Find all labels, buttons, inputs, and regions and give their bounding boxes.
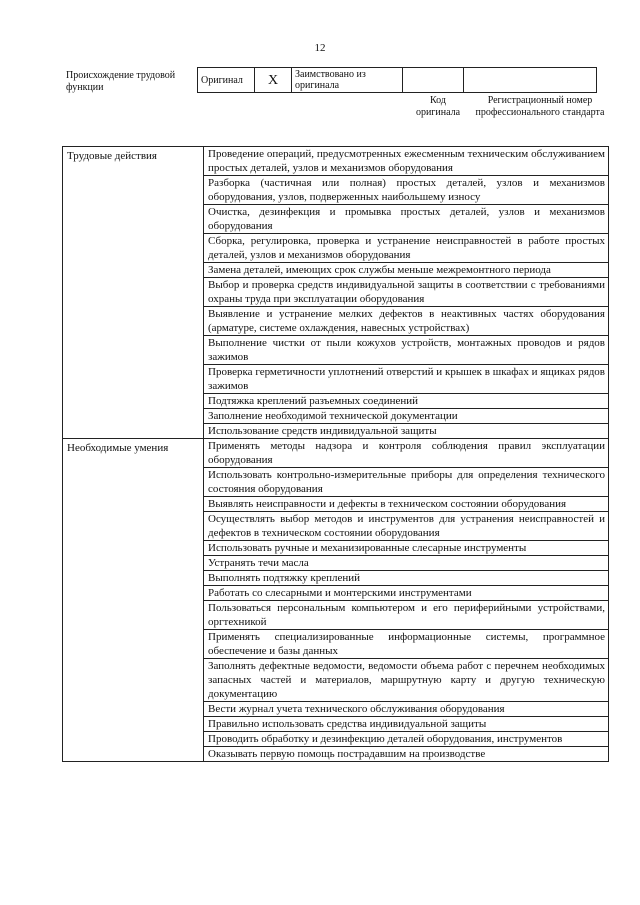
list-item: Выбор и проверка средств индивидуальной защиты в соответствии с требованиями охраны труда при эксплуатации оборудования bbox=[204, 278, 609, 307]
list-item: Подтяжка креплений разъемных соединений bbox=[204, 394, 609, 409]
list-item: Работать со слесарными и монтерскими инструментами bbox=[204, 586, 609, 601]
list-item: Выполнять подтяжку креплений bbox=[204, 571, 609, 586]
list-item: Применять специализированные информационные системы, программное обеспечение и базы данных bbox=[204, 630, 609, 659]
origin-label: Происхождение трудовой функции bbox=[66, 70, 176, 93]
list-item: Вести журнал учета технического обслуживания оборудования bbox=[204, 702, 609, 717]
original-cell: Оригинал bbox=[198, 68, 255, 93]
list-item: Использовать контрольно-измерительные приборы для определения технического состояния оборудования bbox=[204, 468, 609, 497]
list-item: Оказывать первую помощь пострадавшим на производстве bbox=[204, 747, 609, 762]
original-mark: X bbox=[255, 68, 292, 93]
code-cell bbox=[403, 68, 464, 93]
page-number: 12 bbox=[314, 42, 326, 54]
list-item: Замена деталей, имеющих срок службы меньше межремонтного периода bbox=[204, 263, 609, 278]
borrowed-cell: Заимствовано из оригинала bbox=[292, 68, 403, 93]
list-item: Очистка, дезинфекция и промывка простых деталей, узлов и механизмов оборудования bbox=[204, 205, 609, 234]
list-item: Выявление и устранение мелких дефектов в неактивных частях оборудования (арматуре, системе охлаждения, навесных устройствах) bbox=[204, 307, 609, 336]
table-row bbox=[63, 147, 609, 176]
reg-number-caption: Регистрационный номер профессионального стандарта bbox=[475, 95, 605, 118]
reg-number-cell bbox=[464, 68, 597, 93]
list-item: Проводить обработку и дезинфекцию деталей оборудования, инструментов bbox=[204, 732, 609, 747]
list-item: Правильно использовать средства индивидуальной защиты bbox=[204, 717, 609, 732]
origin-table bbox=[197, 67, 597, 93]
list-item: Сборка, регулировка, проверка и устранение неисправностей в работе простых деталей, узлов и механизмов оборудования bbox=[204, 234, 609, 263]
list-item: Разборка (частичная или полная) простых деталей, узлов и механизмов оборудования, узлов, подверженных наибольшему износу bbox=[204, 176, 609, 205]
list-item: Использовать ручные и механизированные слесарные инструменты bbox=[204, 541, 609, 556]
section-title: Трудовые действия bbox=[63, 147, 204, 439]
list-item: Заполнять дефектные ведомости, ведомости объема работ с перечнем необходимых запасных частей и материалов, маршрутную карту и другую техническую документацию bbox=[204, 659, 609, 702]
list-item: Применять методы надзора и контроля соблюдения правил эксплуатации оборудования bbox=[204, 439, 609, 468]
list-item: Проведение операций, предусмотренных ежесменным техническим обслуживанием простых деталей, узлов и механизмов оборудования bbox=[204, 147, 609, 176]
list-item: Проверка герметичности уплотнений отверстий и крышек в шкафах и ящиках рядов зажимов bbox=[204, 365, 609, 394]
list-item: Осуществлять выбор методов и инструментов для устранения неисправностей и дефектов в техническом состоянии оборудования bbox=[204, 512, 609, 541]
list-item: Выявлять неисправности и дефекты в техническом состоянии оборудования bbox=[204, 497, 609, 512]
list-item: Использование средств индивидуальной защиты bbox=[204, 424, 609, 439]
list-item: Пользоваться персональным компьютером и его периферийными устройствами, оргтехникой bbox=[204, 601, 609, 630]
list-item: Выполнение чистки от пыли кожухов устройств, монтажных проводов и рядов зажимов bbox=[204, 336, 609, 365]
list-item: Заполнение необходимой технической документации bbox=[204, 409, 609, 424]
list-item: Устранять течи масла bbox=[204, 556, 609, 571]
code-caption: Код оригинала bbox=[415, 95, 461, 118]
table-row bbox=[63, 439, 609, 468]
section-title: Необходимые умения bbox=[63, 439, 204, 762]
functions-table bbox=[62, 146, 609, 762]
